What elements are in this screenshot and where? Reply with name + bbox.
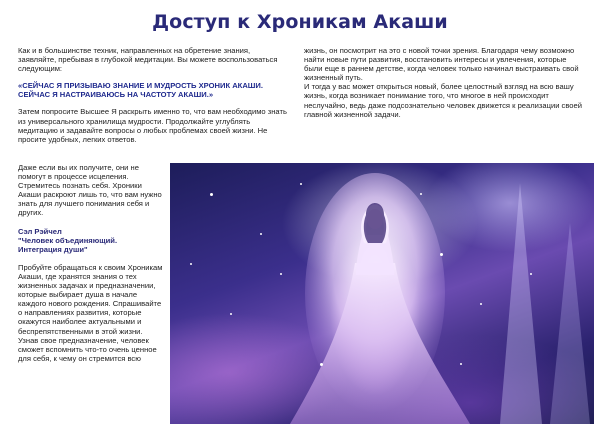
intro-paragraph: Как и в большинстве техник, направленных на обретение знания, заявляйте, пребывая в глубокой медитации. Вы можете воспользоваться следующим:	[18, 46, 278, 74]
star	[460, 363, 462, 365]
book-title-line-1: "Человек объединяющий.	[18, 235, 118, 245]
star	[230, 313, 232, 315]
star	[280, 273, 282, 275]
purpose-paragraph: Пробуйте обращаться к своим Хроникам Акаши, где хранятся знания о тех жизненных задачах и предназначении, которые выбирает душа в начале каждого нового рождения. Спрашивайте о направлениях развития, которые окажутся наиболее актуальными и беспрепятственными в этой жизни. Узнав свое предназначение, человек сможет вспомнить что-то очень ценное для себя, к чему он стремится всю	[18, 262, 163, 363]
star	[190, 263, 192, 265]
star	[210, 193, 213, 196]
star	[300, 183, 302, 185]
left-narrow-column	[18, 163, 164, 363]
continuation-paragraph: жизнь, он посмотрит на это с новой точки зрения. Благодаря чему возможно найти новые пути развития, восстановить интересы и увлечения, которые были еще в раннем детстве, когда человек только начинал выстраивать свой жизненный путь.	[304, 46, 579, 83]
left-column	[18, 46, 290, 144]
star	[420, 193, 422, 195]
invocation-line-2: СЕЙЧАС Я НАСТРАИВАЮСЬ НА ЧАСТОТУ АКАШИ.»	[18, 90, 214, 100]
cosmic-woman-illustration	[170, 163, 594, 424]
request-paragraph: Затем попросите Высшее Я раскрыть именно то, что вам необходимо знать из универсального хранилища мудрости. Продолжайте углублять медитацию и задавайте вопросы о любых проблемах своей жизни. Не просите удобных, легких ответов.	[18, 107, 287, 144]
request-paragraph-continued: Даже если вы их получите, они не помогут в процессе исцеления. Стремитесь познать себя. Хроники Акаши раскроют лишь то, что вам нужно знать для лучшего понимания себя и других.	[18, 163, 162, 218]
invocation-line-1: «СЕЙЧАС Я ПРИЗЫВАЮ ЗНАНИЕ И МУДРОСТЬ ХРОНИК АКАШИ.	[18, 81, 264, 91]
conclusion-paragraph: И тогда у вас может открыться новый, более целостный взгляд на всю вашу жизнь, когда возникает понимание того, что многое в ней происходит неслучайно, ведь даже подсознательно человек движется к реализации своей главной жизненной задачи.	[304, 82, 582, 119]
star	[530, 273, 532, 275]
star	[480, 303, 482, 305]
page-title: Доступ к Хроникам Акаши	[152, 11, 448, 33]
illustration-figure	[170, 163, 594, 424]
star	[320, 363, 323, 366]
book-title-line-2: Интеграция души"	[18, 244, 88, 254]
star	[260, 233, 262, 235]
right-column	[304, 46, 586, 119]
quote-author: Сэл Рэйчел	[18, 226, 62, 236]
star	[440, 253, 443, 256]
